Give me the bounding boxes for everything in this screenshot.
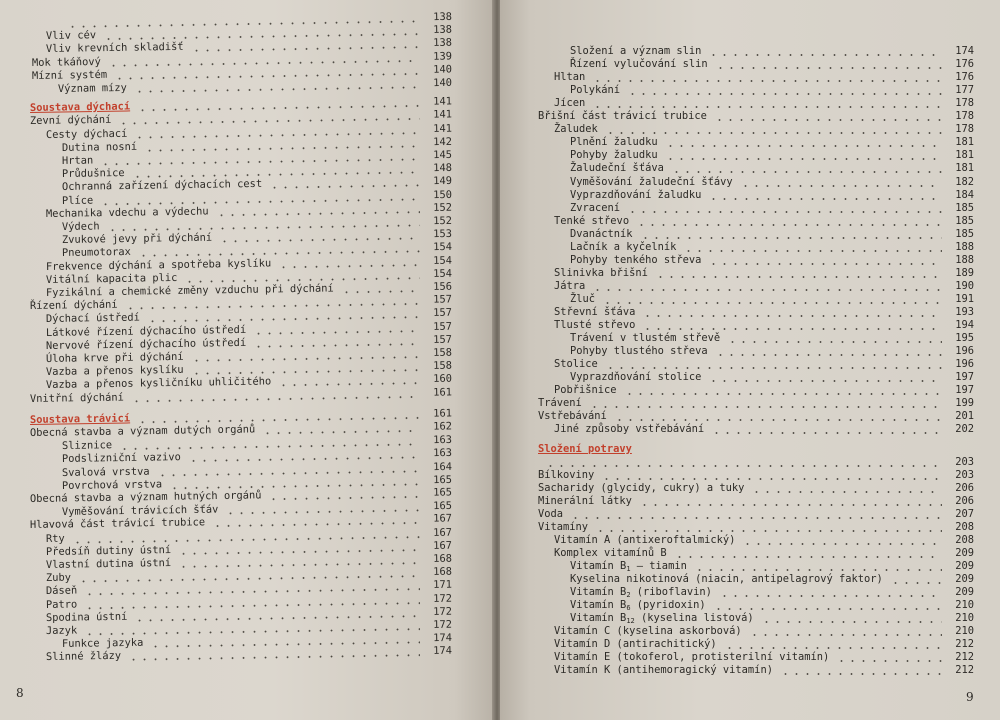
entry-page-number: 163 [433,434,453,447]
entry-page-number: 210 [955,612,974,625]
entry-title: Obecná stavba a význam dutých orgánů [29,423,256,439]
toc-entry [570,241,974,254]
entry-page-number: 167 [433,539,453,552]
toc-entry [538,482,974,495]
entry-title: Fyzikální a chemické změny vzduchu při dýchání [45,282,334,299]
entry-title: Plíce [61,194,94,207]
leader-dots [683,250,942,252]
entry-page-number: 158 [433,346,453,359]
entry-title: Jícen [554,97,586,110]
leader-dots [708,380,942,382]
toc-entry [570,586,974,599]
leader-dots [751,491,942,493]
entry-title: Vitamín $B_1$ — tiamin [570,559,687,573]
leader-dots [602,302,942,304]
page-number-left: 8 [16,686,24,700]
entry-title: Vnitřní dýchání [29,391,124,405]
entry-page-number: 154 [433,267,453,280]
right-page [500,0,1000,720]
entry-title: Mízní systém [31,68,108,82]
entry-page-number: 138 [433,23,453,37]
entry-page-number: 209 [955,586,974,599]
entry-page-number: 193 [955,306,974,318]
entry-title: Vyprazdňování žaludku [570,188,702,201]
entry-title: Předsíň dutiny ústní [45,543,172,558]
toc-entry [570,45,974,58]
entry-page-number: 148 [433,162,453,175]
entry-page-number: 163 [433,447,453,460]
entry-title: Pneumotorax [61,246,131,260]
toc-entry [554,306,974,319]
entry-title: Vitamín E (tokoferol, protisterilní vitamín) [554,651,830,664]
entry-title: Pohyby tlustého střeva [570,345,708,358]
entry-title: Dýchací ústředí [45,311,140,326]
entry-page-number: 161 [433,407,453,420]
entry-title: Povrchová vrstva [61,478,163,492]
leader-dots [780,673,942,675]
leader-dots [708,263,942,265]
entry-page-number: 157 [433,293,453,306]
leader-dots [665,145,942,147]
leader-dots [714,119,942,121]
entry-title: Vstřebávání [538,410,607,423]
entry-page-number: 182 [955,175,974,188]
entry-title: Játra [554,279,586,292]
entry-page-number: 177 [955,84,974,97]
leader-dots [605,367,942,369]
entry-page-number: 138 [433,10,453,24]
entry-page-number: 165 [433,486,453,499]
entry-page-number: 165 [433,473,453,486]
toc-entry [554,625,974,638]
entry-page-number: 178 [955,110,974,123]
entry-title: Střevní šťáva [554,306,636,318]
entry-title: Zvracení [570,201,621,214]
entry-title: Podslizniční vazivo [61,451,181,466]
entry-title: Stolice [554,358,598,371]
entry-page-number: 174 [955,45,974,57]
toc-entry [554,97,974,110]
leader-dots [601,478,942,480]
toc-entry [570,573,974,586]
entry-title: Jiné způsoby vstřebávání [554,423,705,436]
toc-entry [554,267,974,280]
entry-title: Pohyby tenkého střeva [570,253,702,266]
leader-dots [694,569,942,571]
toc-entry [570,202,974,215]
entry-title: Soustava trávicí [29,412,131,426]
entry-page-number: 176 [955,71,974,84]
left-page [0,0,494,720]
toc-entry [570,228,974,241]
entry-page-number: 172 [433,618,453,631]
entry-page-number: 141 [433,108,453,122]
entry-title: Komplex vitamínů B [554,546,667,559]
entry-page-number: 210 [955,625,974,638]
entry-page-number: 208 [955,533,974,546]
entry-page-number: 152 [433,201,453,214]
entry-page-number: 168 [433,565,453,579]
entry-page-number: 171 [433,579,453,592]
toc-entry [570,371,974,384]
entry-page-number: 189 [955,266,974,279]
entry-title: Vlastní dutina ústní [45,557,172,571]
leader-dots [655,276,942,278]
entry-title: Vitamín A (antixeroftalmický) [554,533,736,546]
leader-dots [341,290,420,293]
leader-dots [595,530,942,532]
entry-page-number: 178 [955,123,974,136]
entry-title: Soustava dýchací [29,100,131,115]
toc-entry [554,664,974,677]
entry-page-number: 150 [433,188,453,201]
toc-entry [570,560,974,573]
entry-title: Tlusté střevo [554,319,636,332]
entry-page-number: 145 [433,148,453,162]
toc-entry [570,345,974,358]
entry-title: Zuby [45,571,72,585]
entry-page-number: 206 [955,481,974,494]
entry-title: Jazyk [45,624,78,637]
toc-entry [554,638,974,651]
entry-title: Vyměšování trávicích šťáv [61,503,219,519]
entry-title: Nervové řízení dýchacího ústředí [45,336,247,352]
entry-page-number: 140 [433,76,453,90]
toc-entry [554,358,974,371]
entry-page-number: 184 [955,188,974,201]
entry-page-number: 167 [433,512,453,526]
entry-title: Pohyby žaludku [570,149,658,162]
entry-page-number: 181 [955,149,974,162]
entry-title: Vliv cév [45,29,97,43]
entry-title: Polykání [570,84,621,97]
entry-page-number: 206 [955,494,974,507]
leader-dots [592,80,942,82]
entry-title [538,456,541,468]
toc-entry [538,495,974,508]
entry-title: Vazba a přenos kysličníku uhličitého [45,375,272,392]
entry-title: Voda [538,507,564,520]
entry-title: Hlavová část trávicí trubice [29,516,206,532]
entry-page-number: 139 [433,49,453,63]
entry-page-number: 174 [433,632,453,645]
entry-page-number: 154 [433,241,453,254]
entry-page-number: 201 [955,410,974,423]
leader-dots [268,496,420,500]
leader-dots [890,582,942,584]
toc-entry [554,651,974,664]
entry-title: Vitální kapacita plic [45,271,178,286]
entry-title: Úloha krve při dýchání [45,350,184,365]
toc-entry [554,547,974,560]
leader-dots [713,608,942,610]
leader-dots [639,504,942,506]
entry-title: Žaludek [554,123,598,136]
entry-page-number: 197 [955,371,974,384]
entry-title: Složení potravy [538,442,632,455]
toc-entry [554,280,974,293]
entry-page-number: 164 [433,460,453,473]
entry-page-number: 162 [433,420,453,433]
entry-title: Vitamíny [538,520,589,533]
leader-dots [278,264,420,268]
entry-page-number: 153 [433,228,453,241]
leader-dots [627,93,942,95]
leader-dots [671,171,942,173]
entry-page-number: 160 [433,373,453,386]
toc-entry [538,469,974,482]
entry-title: Zvukové jevy při dýchání [61,231,213,247]
entry-title: Tenké střevo [554,214,630,227]
entry-title: Vliv krevních skladišť [45,41,184,56]
toc-entry [554,71,974,84]
toc-entry [554,319,974,332]
entry-page-number: 161 [433,385,453,399]
entry-page-number: 212 [955,664,974,677]
entry-title: Dutina nosní [61,140,138,154]
entry-page-number: 157 [433,333,453,346]
leader-dots [640,237,942,239]
entry-page-number: 138 [433,37,453,50]
leader-dots [269,185,420,189]
entry-title [60,17,63,29]
leader-dots [262,430,420,434]
leader-dots [708,198,942,200]
entry-title: Svalová vrstva [61,465,150,479]
entry-page-number: 185 [955,227,974,240]
entry-title: Sliznice [61,439,113,453]
toc-entry [570,176,974,189]
entry-page-number: 203 [955,455,974,468]
entry-title: Vyměšování žaludeční šťávy [570,175,733,188]
entry-title: Slinivka břišní [554,266,648,279]
leader-dots [545,465,942,467]
leader-dots [589,406,942,408]
toc-entry [554,384,974,397]
entry-title: Řízení vylučování slin [570,58,708,71]
entry-title: Břišní část trávicí trubice [538,110,707,123]
entry-title: Sacharidy (glycidy, cukry) a tuky [538,481,745,494]
entry-title: Frekvence dýchání a spotřeba kyslíku [45,257,272,273]
toc-entry [570,84,974,97]
leader-dots [627,211,942,213]
entry-page-number: 167 [433,526,453,539]
leader-dots [749,634,942,636]
entry-page-number: 172 [433,605,453,618]
leader-dots [570,517,942,519]
entry-page-number: 178 [955,97,974,110]
leader-dots [605,132,942,134]
leader-dots [674,556,942,558]
entry-title: Spodina ústní [45,610,128,624]
entry-page-number: 188 [955,240,974,253]
toc-entry [554,534,974,547]
entry-page-number: 157 [433,320,453,333]
entry-page-number: 209 [955,546,974,559]
toc-entry [554,423,974,436]
entry-page-number: 196 [955,358,974,371]
entry-title: Průdušnice [61,167,125,181]
entry-page-number: 181 [955,162,974,175]
toc-entry [570,599,974,612]
page-number-right: 9 [966,690,974,704]
entry-title: Bílkoviny [538,468,595,481]
entry-title: Řízení dýchání [29,298,118,313]
toc-entry [570,149,974,162]
entry-title: Žluč [570,292,596,305]
entry-page-number: 210 [955,599,974,612]
toc-entry [570,612,974,625]
leader-dots [836,660,942,662]
entry-page-number: 154 [433,254,453,267]
entry-title: Hrtan [61,154,94,167]
entry-title: Vazba a přenos kyslíku [45,364,184,379]
entry-page-number: 176 [955,58,974,71]
entry-title: Kyselina nikotinová (niacin, antipelagrový faktor) [570,573,883,585]
leader-dots [708,54,942,56]
toc-entry [554,215,974,228]
entry-title: Slinné žlázy [45,650,122,664]
entry-page-number: 158 [433,359,453,373]
entry-page-number: 202 [955,423,974,436]
entry-title: Výdech [61,220,100,233]
entry-page-number: 157 [433,307,453,320]
entry-page-number: 165 [433,500,453,513]
entry-page-number: 208 [955,520,974,533]
leader-dots [761,621,942,623]
toc-entry [570,58,974,71]
entry-title: Hltan [554,71,586,84]
leader-dots [592,106,942,108]
entry-page-number: 149 [433,175,453,188]
entry-title: Dáseň [45,584,78,598]
entry-title: Látkové řízení dýchacího ústředí [45,323,247,339]
toc-entry [538,456,974,469]
entry-page-number: 152 [433,214,453,228]
toc-entry [538,508,974,521]
entry-page-number: 209 [955,559,974,572]
entry-page-number: 181 [955,136,974,149]
entry-title: Žaludeční šťáva [570,162,664,175]
toc-entry [570,254,974,267]
entry-title: Ochranná zařízení dýchacích cest [61,178,263,194]
entry-title: Vitamín $B_6$ (pyridoxin) [570,599,706,613]
toc-entry [554,123,974,136]
leader-dots [614,419,942,421]
entry-page-number: 185 [955,201,974,214]
entry-page-number: 142 [433,135,453,148]
entry-title: Složení a význam slin [570,45,702,57]
leader-dots [719,595,942,597]
leader-dots [665,158,942,160]
entry-title: Zevní dýchání [29,114,112,128]
entry-title: Funkce jazyka [61,636,144,651]
entry-page-number: 203 [955,468,974,481]
entry-page-number: 141 [433,122,453,135]
entry-page-number: 190 [955,279,974,292]
entry-title: Vitamín C (kyselina askorbová) [554,625,742,638]
entry-page-number: 156 [433,280,453,293]
section-heading [538,443,974,456]
toc-entry [538,521,974,534]
leader-dots [724,647,942,649]
entry-page-number: 195 [955,332,974,345]
leader-dots [278,383,420,387]
entry-page-number: 188 [955,253,974,266]
leader-dots [134,86,420,92]
entry-page-number: 196 [955,345,974,358]
entry-page-number: 197 [955,384,974,397]
leader-dots [128,655,420,662]
toc-entry [538,410,974,423]
entry-title: Trávení [538,397,582,410]
entry-page-number: 141 [433,95,453,108]
entry-page-number: 174 [433,645,453,658]
toc-entry [538,110,974,123]
entry-page-number: 172 [433,592,453,605]
entry-title: Dvanáctník [570,227,633,240]
entry-page-number: 212 [955,651,974,664]
leader-dots [711,432,942,434]
leader-dots [715,67,942,69]
leader-dots [727,341,942,343]
entry-title: Význam mízy [57,81,127,95]
entry-title: Vyprazdňování stolice [570,371,702,384]
leader-dots [742,543,942,545]
toc-entry [570,189,974,202]
entry-title: Lačník a kyčelník [570,240,677,253]
entry-page-number: 140 [433,63,453,76]
entry-title: Vitamín $B_2$ (riboflavin) [570,586,712,600]
entry-title: Pobřišnice [554,384,617,397]
toc-entry [570,332,974,345]
entry-title: Patro [45,598,78,611]
entry-title: Obecná stavba a význam hutných orgánů [29,489,262,505]
leader-dots [636,224,942,226]
entry-page-number: 194 [955,319,974,332]
entry-page-number: 212 [955,638,974,651]
toc-entry [570,136,974,149]
entry-title: Trávení v tlustém střevě [570,332,721,345]
toc-entry [538,397,974,410]
entry-title: Vitamín K (antihemoragický vitamín) [554,664,773,677]
entry-title: Mechanika vdechu a výdechu [45,205,209,220]
toc-entry [570,162,974,175]
entry-page-number: 168 [433,552,453,565]
toc-entry [570,293,974,306]
leader-dots [740,185,942,187]
entry-page-number: 185 [955,214,974,227]
leader-dots [624,393,942,395]
entry-title: Plnění žaludku [570,136,658,149]
entry-page-number: 191 [955,292,974,305]
entry-title: Mok tkáňový [31,55,101,69]
entry-title: Rty [45,532,65,545]
leader-dots [642,328,942,330]
leader-dots [592,289,942,291]
entry-title: Vitamín $B_{12}$ (kyselina listová) [570,612,754,626]
entry-title: Minerální látky [538,494,632,507]
entry-page-number: 207 [955,507,974,520]
entry-page-number: 199 [955,397,974,410]
leader-dots [131,395,420,402]
entry-title: Vitamín D (antirachitický) [554,638,717,651]
entry-page-number: 209 [955,573,974,585]
leader-dots [715,354,942,356]
leader-dots [642,315,942,317]
entry-title: Cesty dýchací [45,127,128,141]
